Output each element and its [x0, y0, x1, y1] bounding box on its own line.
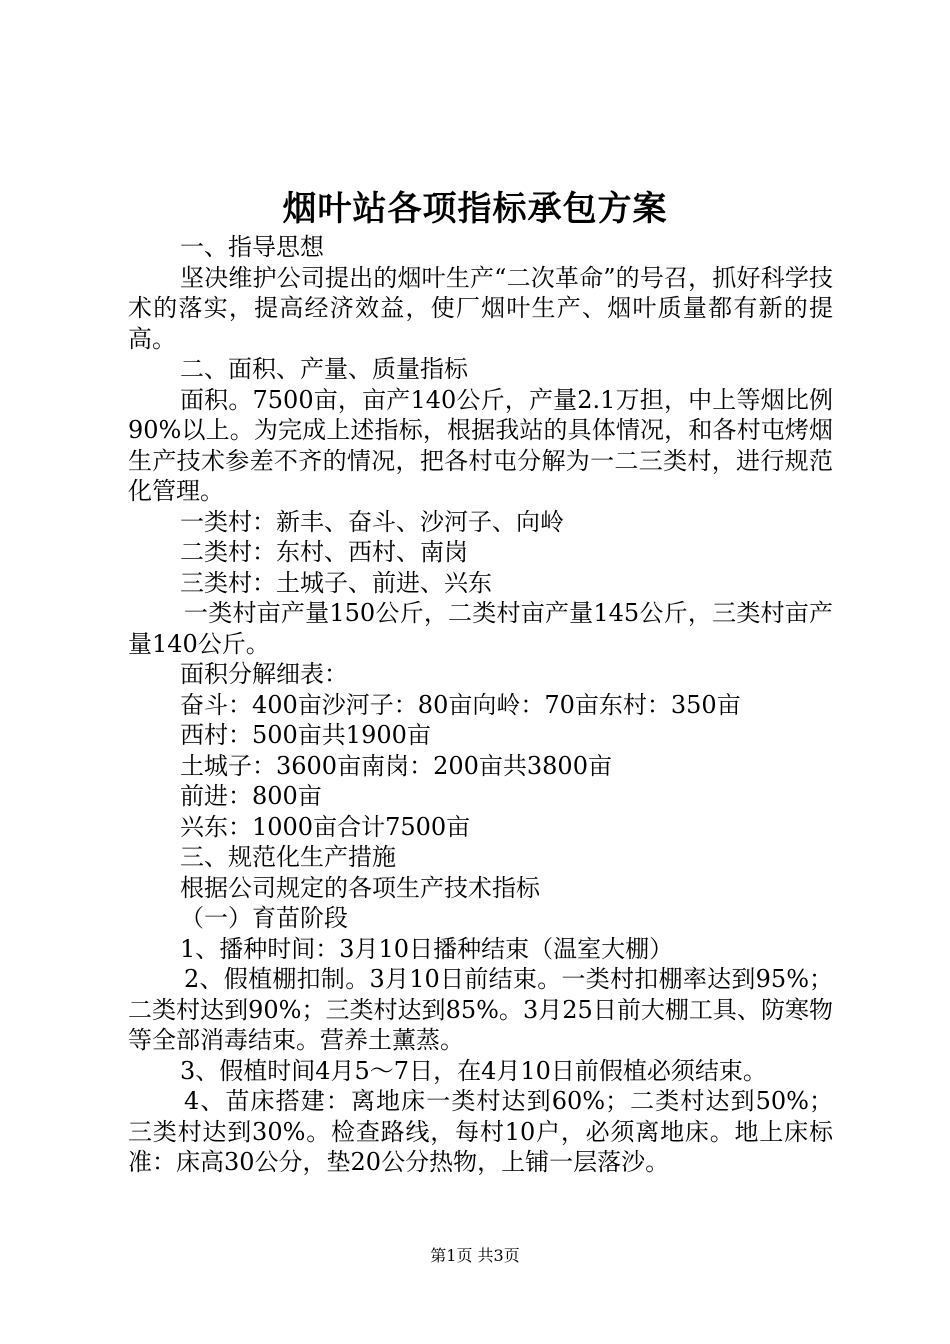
subsection-heading: （一）育苗阶段 — [180, 904, 348, 932]
paragraph: 奋斗：400亩沙河子：80亩向岭：70亩东村：350亩 — [180, 690, 741, 719]
paragraph: 面积。7500亩，亩产140公斤，产量2.1万担，中上等烟比例90%以上。为完成上述指标，根据我站的具体情况，和各村屯烤烟生产技术参差不齐的情况，把各村屯分解为一二三类村，进行规范化管理。 — [128, 385, 833, 505]
paragraph: 三类村：土城子、前进、兴东 — [180, 568, 492, 597]
document-title: 烟叶站各项指标承包方案 — [282, 189, 668, 229]
section-heading: 一、指导思想 — [180, 233, 324, 261]
paragraph: 根据公司规定的各项生产技术指标 — [180, 873, 540, 902]
paragraph: 兴东：1000亩合计7500亩 — [180, 812, 471, 841]
paragraph: 一类村：新丰、奋斗、沙河子、向岭 — [180, 507, 564, 536]
paragraph: 西村：500亩共1900亩 — [180, 721, 431, 749]
section-heading: 二、面积、产量、质量指标 — [180, 355, 468, 383]
paragraph: 前进：800亩 — [180, 782, 322, 810]
section-heading: 三、规范化生产措施 — [180, 843, 396, 871]
paragraph: 一类村亩产量150公斤，二类村亩产量145公斤，三类村亩产量140公斤。 — [128, 599, 833, 658]
paragraph: 1、播种时间：3月10日播种结束（温室大棚） — [180, 934, 674, 963]
paragraph: 二类村：东村、西村、南岗 — [180, 538, 468, 566]
paragraph: 3、假植时间4月5～7日，在4月10日前假植必须结束。 — [180, 1056, 767, 1085]
document-body — [128, 232, 833, 1178]
page-footer: 第1页 共3页 — [430, 1246, 520, 1265]
paragraph: 面积分解细表： — [180, 660, 348, 688]
paragraph: 2、假植棚扣制。3月10日前结束。一类村扣棚率达到95%；二类村达到90%；三类村达到85%。3月25日前大棚工具、防寒物等全部消毒结束。营养土薰蒸。 — [128, 965, 833, 1054]
paragraph: 坚决维护公司提出的烟叶生产“二次革命”的号召，抓好科学技术的落实，提高经济效益，使厂烟叶生产、烟叶质量都有新的提高。 — [128, 263, 833, 353]
paragraph: 土城子：3600亩南岗：200亩共3800亩 — [180, 751, 612, 780]
paragraph: 4、苗床搭建：离地床一类村达到60%；二类村达到50%；三类村达到30%。检查路线，每村10户，必须离地床。地上床标准：床高30公分，垫20公分热物，上铺一层落沙。 — [128, 1087, 833, 1176]
